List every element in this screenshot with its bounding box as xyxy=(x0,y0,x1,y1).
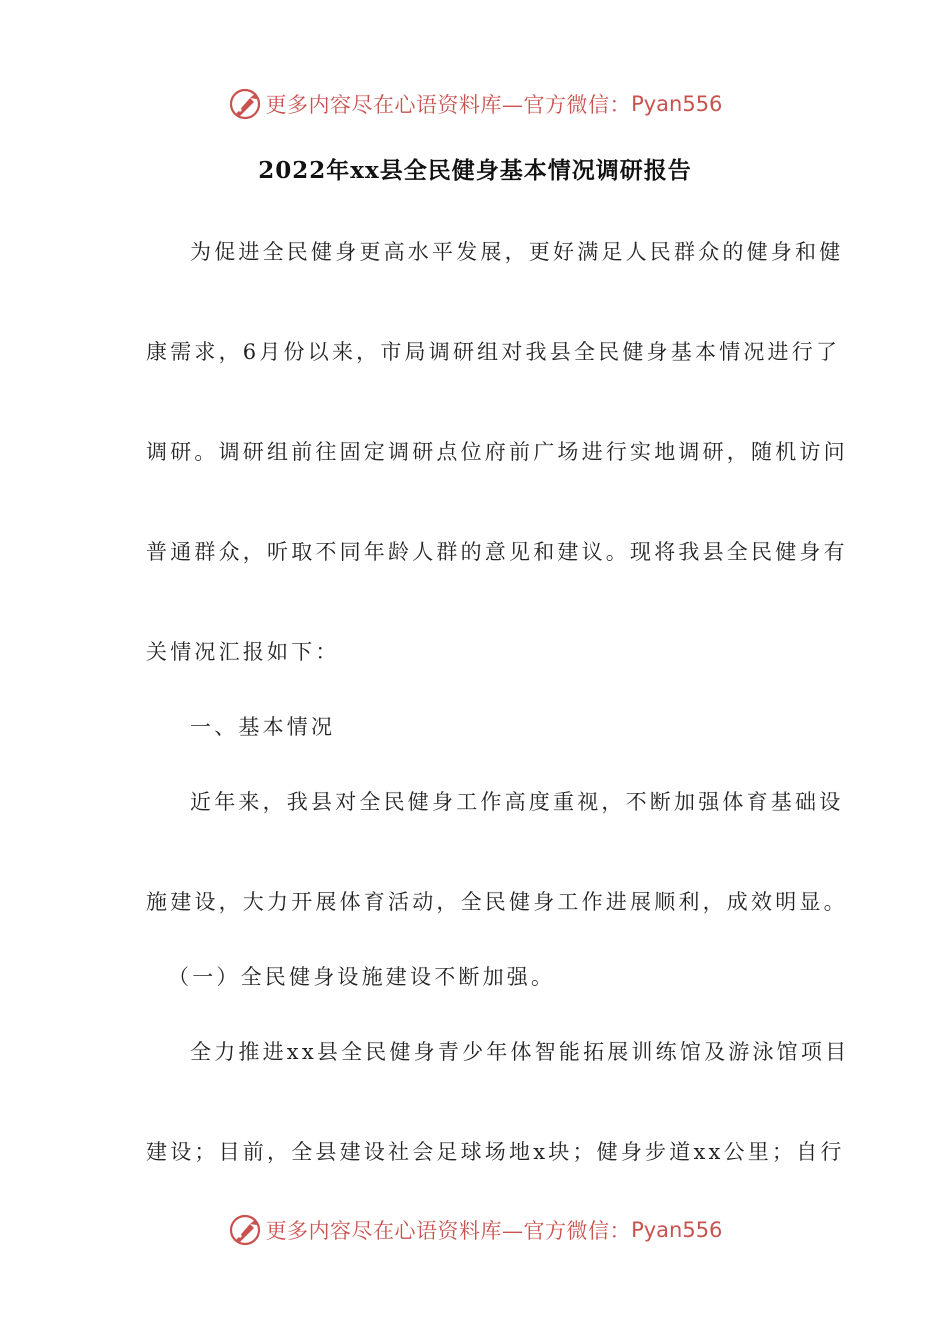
body-line: 施建设，大力开展体育活动，全民健身工作进展顺利，成效明显。 xyxy=(146,890,848,914)
body-line: 建设；目前，全县建设社会足球场地x块；健身步道xx公里；自行 xyxy=(146,1140,845,1164)
watermark-footer xyxy=(0,1210,950,1250)
watermark-text: 更多内容尽在心语资料库—官方微信： xyxy=(265,93,632,117)
body-line: 普通群众，听取不同年龄人群的意见和建议。现将我县全民健身有 xyxy=(146,540,848,564)
watermark-text: 更多内容尽在心语资料库—官方微信： xyxy=(265,1219,632,1243)
body-line: 康需求，6月份以来，市局调研组对我县全民健身基本情况进行了 xyxy=(146,340,841,364)
document-title: 2022年xx县全民健身基本情况调研报告 xyxy=(258,157,692,184)
body-line: 调研。调研组前往固定调研点位府前广场进行实地调研，随机访问 xyxy=(146,440,848,464)
body-line: 为促进全民健身更高水平发展，更好满足人民群众的健身和健 xyxy=(190,240,844,264)
pen-nib-icon xyxy=(228,87,262,121)
watermark-header xyxy=(0,84,950,124)
body-line: 关情况汇报如下： xyxy=(146,640,340,664)
body-line: 全力推进xx县全民健身青少年体智能拓展训练馆及游泳馆项目 xyxy=(190,1040,850,1064)
pen-nib-icon xyxy=(228,1213,262,1247)
watermark-brand: Pyan556 xyxy=(631,1218,723,1242)
subsection-heading: （一）全民健身设施建设不断加强。 xyxy=(168,965,556,989)
watermark-brand: Pyan556 xyxy=(631,92,723,116)
body-line: 近年来，我县对全民健身工作高度重视，不断加强体育基础设 xyxy=(190,790,844,814)
section-heading: 一、基本情况 xyxy=(190,715,336,739)
